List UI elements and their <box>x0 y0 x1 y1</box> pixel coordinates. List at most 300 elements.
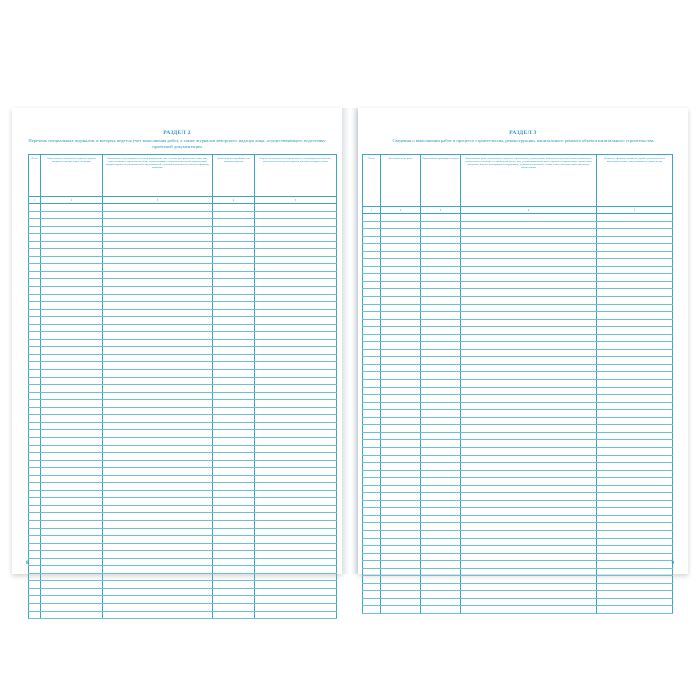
blank-cell <box>381 410 421 418</box>
blank-cell <box>103 256 213 264</box>
blank-cell <box>41 332 103 340</box>
blank-cell <box>29 400 41 408</box>
blank-cell <box>103 347 213 355</box>
blank-cell <box>103 437 213 445</box>
blank-cell <box>461 478 597 486</box>
blank-cell <box>29 309 41 317</box>
blank-cell <box>103 219 213 227</box>
blank-table-row <box>363 538 673 546</box>
blank-table-row <box>29 362 337 370</box>
blank-cell <box>255 603 337 611</box>
blank-cell <box>255 596 337 604</box>
blank-table-row <box>363 281 673 289</box>
blank-table-row <box>29 520 337 528</box>
blank-cell <box>213 370 255 378</box>
blank-cell <box>41 596 103 604</box>
blank-cell <box>421 319 461 327</box>
blank-cell <box>255 566 337 574</box>
blank-cell <box>103 573 213 581</box>
blank-cell <box>461 455 597 463</box>
blank-cell <box>213 287 255 295</box>
blank-cell <box>421 591 461 599</box>
blank-cell <box>461 380 597 388</box>
blank-cell <box>421 478 461 486</box>
blank-cell <box>103 271 213 279</box>
blank-table-row <box>29 324 337 332</box>
blank-cell <box>255 543 337 551</box>
blank-cell <box>421 463 461 471</box>
blank-cell <box>597 508 673 516</box>
blank-cell <box>461 319 597 327</box>
blank-cell <box>363 568 381 576</box>
blank-table-row <box>29 354 337 362</box>
document-spread <box>12 108 688 578</box>
blank-cell <box>255 453 337 461</box>
blank-cell <box>103 415 213 423</box>
blank-cell <box>41 324 103 332</box>
blank-cell <box>421 576 461 584</box>
column-header: Подпись уполномоченного представителя застройщика или заказчика, ответственного за ведение журнала, вносящего в журнал запись <box>255 155 337 197</box>
blank-cell <box>461 470 597 478</box>
blank-cell <box>103 279 213 287</box>
blank-cell <box>213 468 255 476</box>
blank-cell <box>421 402 461 410</box>
blank-cell <box>597 327 673 335</box>
blank-cell <box>461 425 597 433</box>
blank-cell <box>255 234 337 242</box>
blank-cell <box>461 334 597 342</box>
blank-cell <box>381 297 421 305</box>
blank-cell <box>255 204 337 212</box>
blank-cell <box>363 372 381 380</box>
blank-cell <box>597 583 673 591</box>
blank-cell <box>255 498 337 506</box>
blank-cell <box>421 372 461 380</box>
blank-cell <box>213 377 255 385</box>
blank-cell <box>41 377 103 385</box>
column-header: Наименование (для юридического лица) или фамилия, имя, отчество (для физического лица) лица, осуществляющего строительство (лица, осуществляющего подготовку проектной документации), ведущих журнал, их уполномоченных представителей с указанием должности (в том числе фамилии, инициалы) <box>103 155 213 197</box>
blank-cell <box>461 357 597 365</box>
blank-table-row <box>29 279 337 287</box>
table-header-row <box>29 155 337 197</box>
blank-table-row <box>29 211 337 219</box>
blank-cell <box>597 244 673 252</box>
blank-cell <box>597 266 673 274</box>
blank-cell <box>103 241 213 249</box>
blank-cell <box>461 387 597 395</box>
blank-cell <box>41 573 103 581</box>
blank-cell <box>381 455 421 463</box>
blank-cell <box>597 281 673 289</box>
table-header-row <box>363 155 673 207</box>
blank-cell <box>29 468 41 476</box>
blank-cell <box>597 364 673 372</box>
blank-cell <box>41 309 103 317</box>
section-2-subtitle: Перечень специальных журналов, в которых ведется учет выполнения работ, а также журналов авторского надзора лица, осуществляющего подготовку проектной документации <box>28 138 326 149</box>
blank-cell <box>29 279 41 287</box>
blank-cell <box>597 553 673 561</box>
blank-cell <box>29 211 41 219</box>
blank-cell <box>213 588 255 596</box>
blank-cell <box>363 538 381 546</box>
blank-cell <box>41 407 103 415</box>
blank-cell <box>381 349 421 357</box>
blank-cell <box>421 349 461 357</box>
blank-cell <box>29 498 41 506</box>
blank-cell <box>255 460 337 468</box>
blank-cell <box>103 211 213 219</box>
blank-cell <box>381 342 421 350</box>
blank-table-row <box>29 309 337 317</box>
blank-table-row <box>363 493 673 501</box>
blank-table-row <box>29 241 337 249</box>
column-header: Наименование специального журнала (журнала авторского надзора) и дата его выдачи <box>41 155 103 197</box>
blank-cell <box>213 543 255 551</box>
blank-cell <box>213 437 255 445</box>
blank-table-row <box>363 236 673 244</box>
blank-cell <box>213 211 255 219</box>
blank-cell <box>29 226 41 234</box>
blank-cell <box>41 219 103 227</box>
column-number: 4 <box>461 207 597 214</box>
blank-cell <box>103 302 213 310</box>
blank-cell <box>213 400 255 408</box>
section-2-title: РАЗДЕЛ 2 <box>163 130 191 136</box>
blank-cell <box>597 546 673 554</box>
blank-cell <box>363 447 381 455</box>
blank-cell <box>255 362 337 370</box>
blank-table-row <box>363 319 673 327</box>
blank-cell <box>381 259 421 267</box>
blank-cell <box>381 357 421 365</box>
blank-table-row <box>29 430 337 438</box>
blank-cell <box>363 606 381 614</box>
blank-cell <box>597 342 673 350</box>
blank-cell <box>421 568 461 576</box>
blank-cell <box>597 432 673 440</box>
blank-cell <box>597 478 673 486</box>
blank-cell <box>41 226 103 234</box>
blank-cell <box>255 354 337 362</box>
column-number: 2 <box>381 207 421 214</box>
blank-table-row <box>363 274 673 282</box>
blank-table-row <box>29 551 337 559</box>
blank-table-row <box>29 581 337 589</box>
blank-cell <box>363 463 381 471</box>
blank-cell <box>255 287 337 295</box>
blank-cell <box>363 364 381 372</box>
blank-table-row <box>29 566 337 574</box>
blank-cell <box>363 380 381 388</box>
blank-cell <box>255 430 337 438</box>
blank-cell <box>103 430 213 438</box>
blank-cell <box>381 546 421 554</box>
blank-cell <box>255 588 337 596</box>
blank-cell <box>213 483 255 491</box>
blank-cell <box>421 357 461 365</box>
column-number: 2 <box>41 197 103 204</box>
blank-table-row <box>363 364 673 372</box>
blank-cell <box>103 226 213 234</box>
blank-cell <box>255 385 337 393</box>
blank-table-row <box>363 229 673 237</box>
blank-cell <box>461 508 597 516</box>
blank-cell <box>29 596 41 604</box>
blank-table-row <box>363 500 673 508</box>
blank-cell <box>29 332 41 340</box>
blank-cell <box>41 437 103 445</box>
blank-cell <box>381 221 421 229</box>
blank-cell <box>41 249 103 257</box>
blank-cell <box>255 468 337 476</box>
column-number: 4 <box>213 197 255 204</box>
column-header: Дата передачи застройщику или заказчику журнала <box>213 155 255 197</box>
blank-cell <box>213 460 255 468</box>
blank-table-row <box>29 294 337 302</box>
blank-cell <box>41 558 103 566</box>
column-number: 3 <box>421 207 461 214</box>
blank-cell <box>213 294 255 302</box>
blank-cell <box>461 266 597 274</box>
blank-cell <box>213 302 255 310</box>
blank-cell <box>363 319 381 327</box>
blank-cell <box>421 380 461 388</box>
blank-cell <box>363 546 381 554</box>
blank-cell <box>597 470 673 478</box>
blank-cell <box>41 513 103 521</box>
blank-cell <box>363 229 381 237</box>
blank-table-row <box>363 327 673 335</box>
blank-cell <box>41 256 103 264</box>
blank-cell <box>29 558 41 566</box>
blank-cell <box>421 327 461 335</box>
blank-cell <box>41 279 103 287</box>
blank-table-row <box>363 402 673 410</box>
blank-table-row <box>29 468 337 476</box>
blank-cell <box>363 417 381 425</box>
blank-cell <box>381 606 421 614</box>
blank-cell <box>213 249 255 257</box>
blank-cell <box>41 339 103 347</box>
blank-cell <box>421 470 461 478</box>
blank-cell <box>213 204 255 212</box>
blank-cell <box>461 546 597 554</box>
blank-table-row <box>363 553 673 561</box>
blank-table-row <box>363 334 673 342</box>
page-number: 9 <box>671 561 674 566</box>
blank-cell <box>381 485 421 493</box>
blank-cell <box>29 302 41 310</box>
blank-cell <box>381 583 421 591</box>
blank-cell <box>103 317 213 325</box>
blank-cell <box>103 370 213 378</box>
blank-cell <box>597 229 673 237</box>
blank-table-row <box>29 264 337 272</box>
works-table <box>362 154 673 614</box>
blank-cell <box>29 588 41 596</box>
blank-table-row <box>363 251 673 259</box>
blank-cell <box>597 410 673 418</box>
blank-cell <box>597 349 673 357</box>
blank-table-row <box>29 204 337 212</box>
blank-table-row <box>363 515 673 523</box>
column-header: Дата выполнения работ <box>381 155 421 207</box>
blank-cell <box>103 566 213 574</box>
blank-cell <box>41 490 103 498</box>
blank-table-row <box>29 528 337 536</box>
blank-cell <box>381 214 421 222</box>
blank-cell <box>213 430 255 438</box>
blank-cell <box>381 561 421 569</box>
blank-table-row <box>29 498 337 506</box>
blank-cell <box>29 513 41 521</box>
blank-cell <box>461 236 597 244</box>
blank-cell <box>597 523 673 531</box>
blank-cell <box>421 221 461 229</box>
blank-cell <box>255 302 337 310</box>
blank-cell <box>461 304 597 312</box>
blank-table-row <box>363 440 673 448</box>
blank-table-row <box>29 437 337 445</box>
blank-cell <box>213 332 255 340</box>
blank-cell <box>29 347 41 355</box>
blank-table-row <box>363 410 673 418</box>
blank-cell <box>103 468 213 476</box>
blank-table-row <box>29 317 337 325</box>
blank-cell <box>213 385 255 393</box>
column-header: № п/п <box>363 155 381 207</box>
blank-cell <box>255 437 337 445</box>
blank-cell <box>255 317 337 325</box>
blank-cell <box>363 214 381 222</box>
blank-cell <box>421 493 461 501</box>
blank-cell <box>29 611 41 619</box>
blank-cell <box>421 598 461 606</box>
blank-table-row <box>29 445 337 453</box>
blank-cell <box>461 523 597 531</box>
blank-cell <box>597 251 673 259</box>
blank-cell <box>421 236 461 244</box>
blank-cell <box>213 566 255 574</box>
blank-cell <box>213 536 255 544</box>
blank-cell <box>29 264 41 272</box>
blank-cell <box>41 543 103 551</box>
blank-cell <box>103 520 213 528</box>
blank-cell <box>29 377 41 385</box>
blank-cell <box>421 395 461 403</box>
blank-cell <box>29 460 41 468</box>
blank-cell <box>255 483 337 491</box>
blank-cell <box>363 493 381 501</box>
blank-cell <box>103 445 213 453</box>
blank-cell <box>461 485 597 493</box>
blank-cell <box>29 551 41 559</box>
blank-cell <box>103 264 213 272</box>
blank-cell <box>255 347 337 355</box>
blank-table-row <box>29 256 337 264</box>
blank-cell <box>41 385 103 393</box>
blank-cell <box>461 229 597 237</box>
column-header: Должность, фамилия, инициалы, подпись уполномоченного представителя лица, осуществляющего строительство <box>597 155 673 207</box>
blank-cell <box>421 259 461 267</box>
blank-cell <box>213 551 255 559</box>
blank-cell <box>103 558 213 566</box>
blank-cell <box>255 407 337 415</box>
blank-cell <box>381 244 421 252</box>
blank-cell <box>103 505 213 513</box>
blank-cell <box>103 453 213 461</box>
blank-cell <box>29 581 41 589</box>
blank-cell <box>381 591 421 599</box>
blank-cell <box>103 551 213 559</box>
blank-cell <box>213 513 255 521</box>
blank-cell <box>41 354 103 362</box>
spine <box>342 108 358 574</box>
blank-cell <box>381 417 421 425</box>
blank-cell <box>421 304 461 312</box>
blank-table-row <box>363 221 673 229</box>
blank-cell <box>363 221 381 229</box>
blank-cell <box>421 447 461 455</box>
blank-cell <box>41 536 103 544</box>
blank-cell <box>421 289 461 297</box>
blank-cell <box>103 385 213 393</box>
blank-cell <box>363 576 381 584</box>
blank-cell <box>29 566 41 574</box>
blank-cell <box>421 455 461 463</box>
blank-cell <box>213 234 255 242</box>
column-header: № п/п <box>29 155 41 197</box>
blank-cell <box>461 538 597 546</box>
blank-cell <box>597 380 673 388</box>
blank-cell <box>255 422 337 430</box>
blank-cell <box>461 364 597 372</box>
blank-cell <box>363 553 381 561</box>
blank-cell <box>103 536 213 544</box>
blank-cell <box>461 432 597 440</box>
blank-table-row <box>29 460 337 468</box>
blank-cell <box>363 561 381 569</box>
blank-cell <box>213 415 255 423</box>
blank-cell <box>213 271 255 279</box>
blank-table-row <box>363 447 673 455</box>
blank-table-row <box>29 234 337 242</box>
blank-cell <box>103 513 213 521</box>
blank-cell <box>255 558 337 566</box>
blank-cell <box>41 603 103 611</box>
blank-cell <box>41 241 103 249</box>
blank-cell <box>461 297 597 305</box>
blank-cell <box>597 387 673 395</box>
blank-cell <box>597 297 673 305</box>
blank-cell <box>421 297 461 305</box>
blank-cell <box>381 463 421 471</box>
blank-cell <box>363 470 381 478</box>
blank-cell <box>421 214 461 222</box>
blank-cell <box>597 463 673 471</box>
blank-cell <box>461 372 597 380</box>
column-header: Наименование работ, выполняемых в процессе строительства, реконструкции, капитального ремонта объекта капитального строительства и сведения о ее проведении (место, дата, условия выполнения работ, указание на применяемые строительные материалы, изделия, конструкции и оборудование, результаты испытаний), а также о внесении изменений в проектную документацию <box>461 155 597 207</box>
blank-cell <box>103 354 213 362</box>
blank-cell <box>421 334 461 342</box>
blank-cell <box>213 219 255 227</box>
blank-cell <box>41 347 103 355</box>
blank-cell <box>29 324 41 332</box>
blank-cell <box>41 468 103 476</box>
blank-cell <box>213 490 255 498</box>
blank-cell <box>421 266 461 274</box>
blank-cell <box>597 402 673 410</box>
